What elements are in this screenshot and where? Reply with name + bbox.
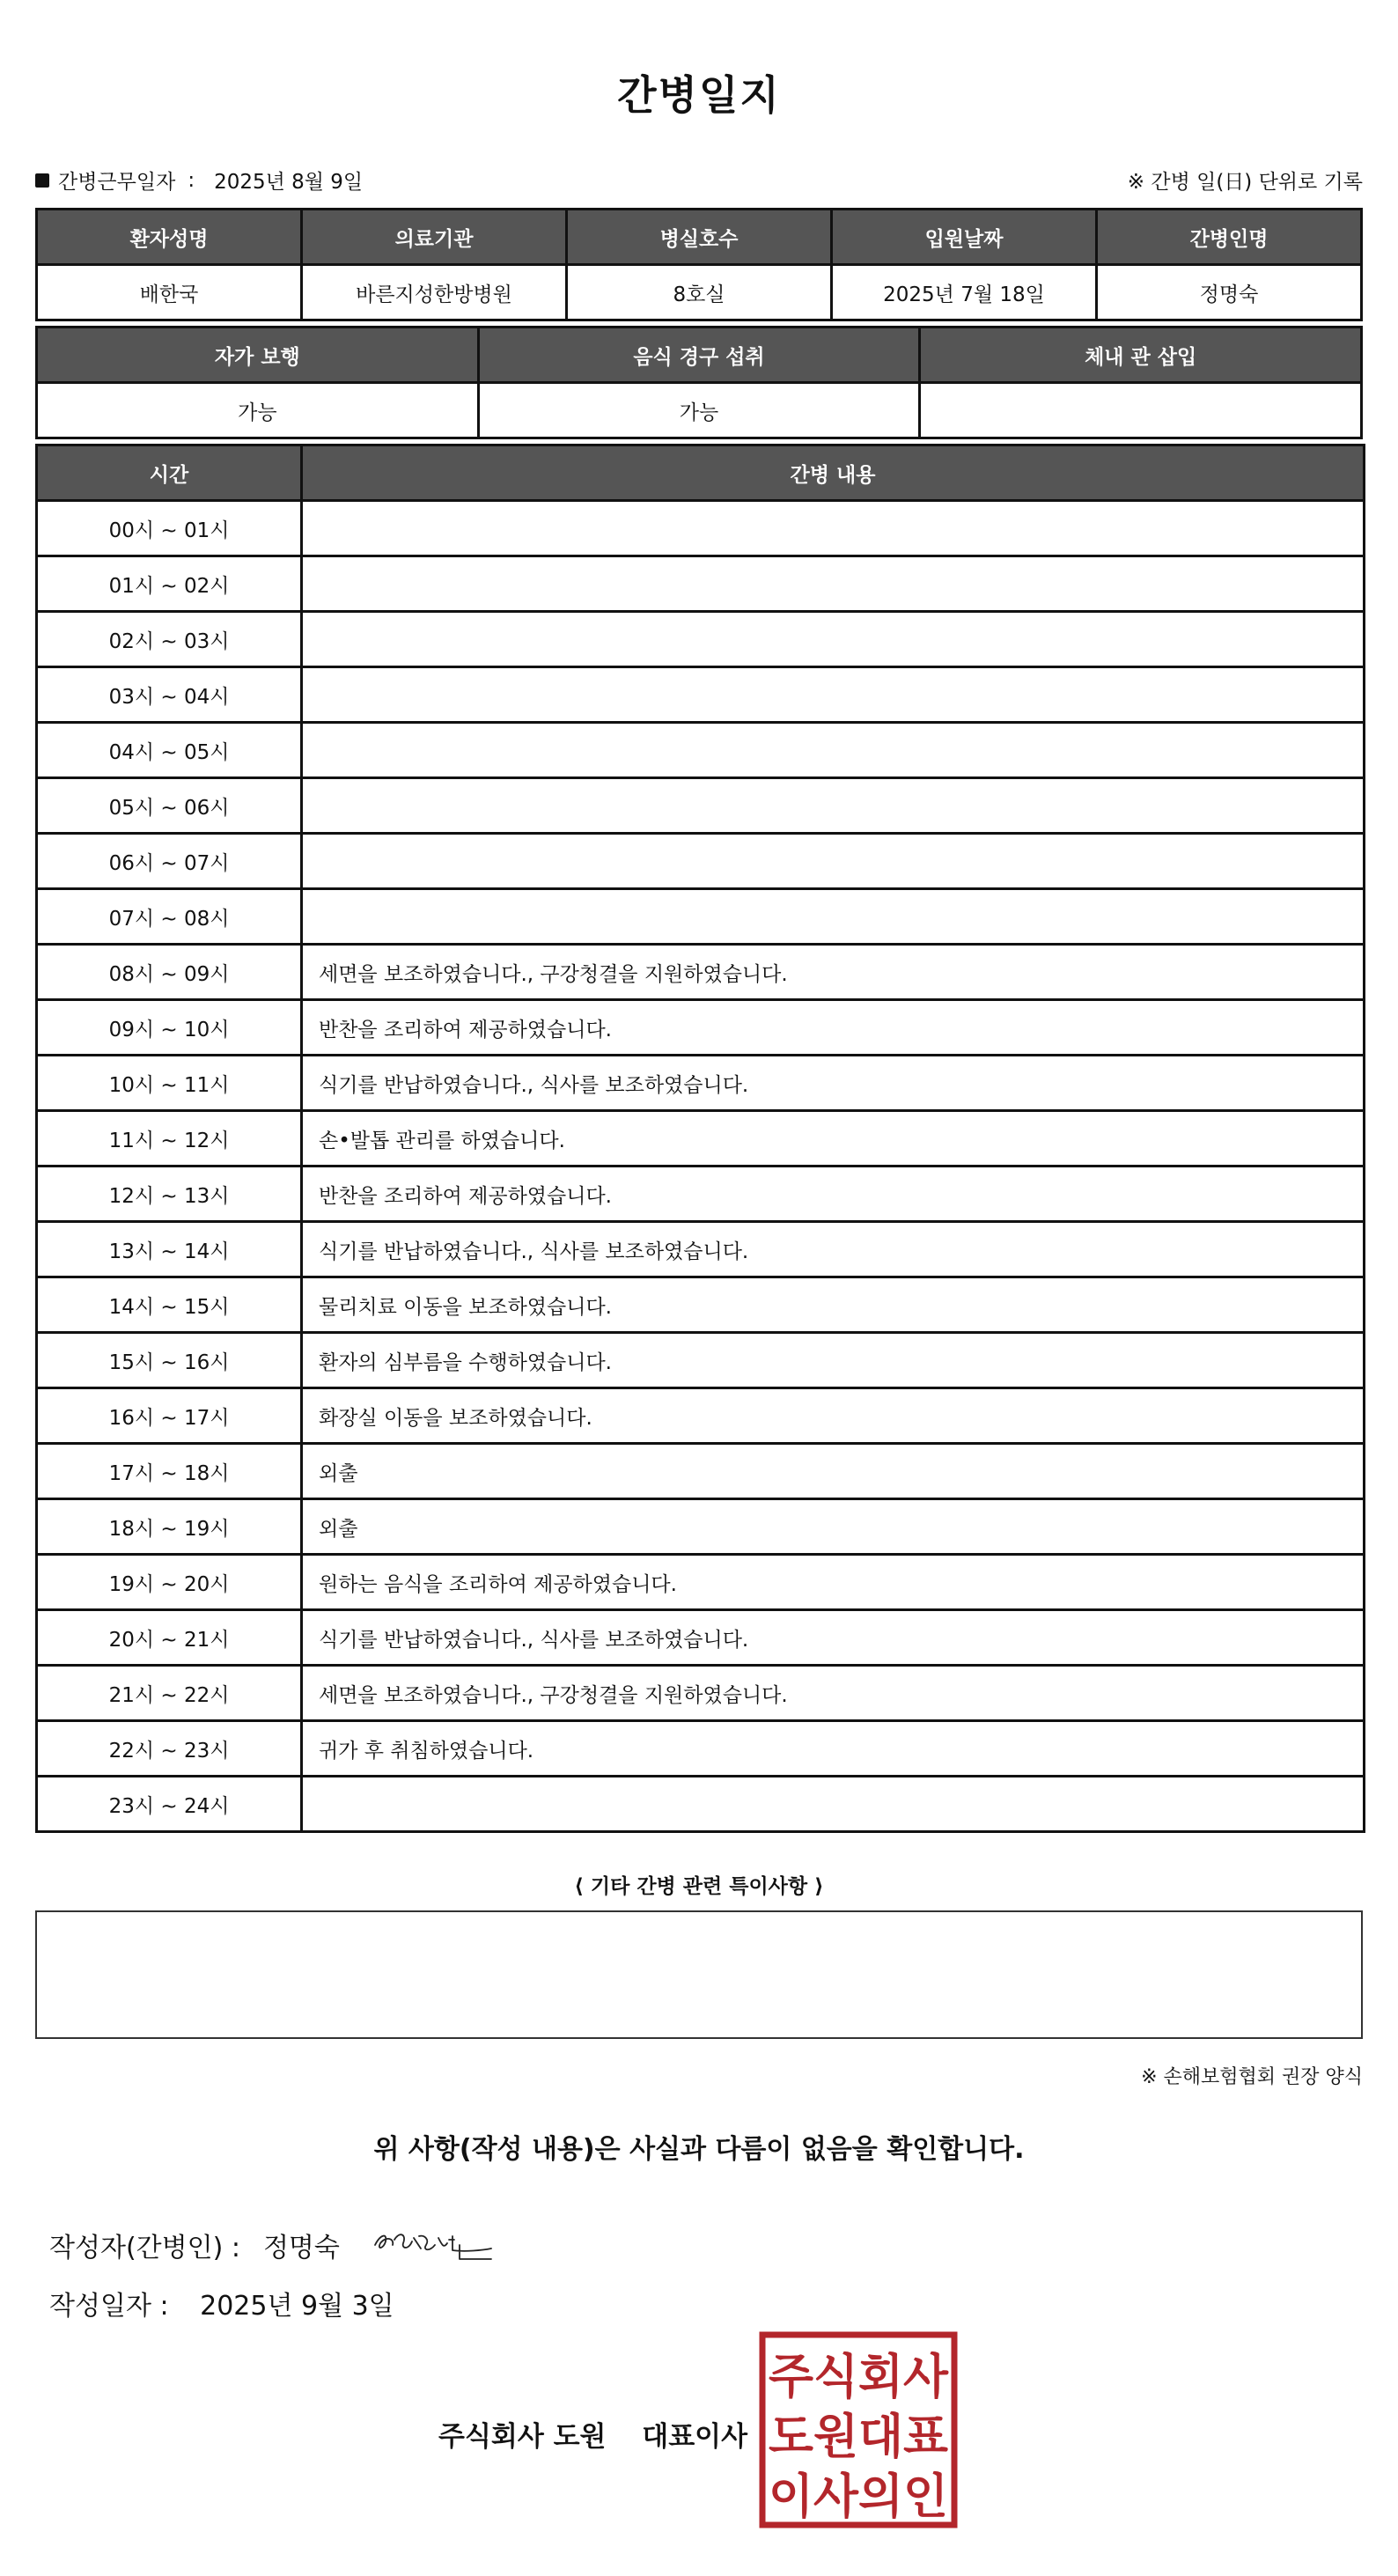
work-date-line — [35, 166, 363, 195]
care-log-content: 귀가 후 취침하였습니다. — [302, 1721, 1365, 1777]
care-log-time: 00시 ~ 01시 — [37, 501, 302, 556]
care-log-time: 13시 ~ 14시 — [37, 1222, 302, 1277]
care-log-content: 식기를 반납하였습니다., 식사를 보조하였습니다. — [302, 1222, 1365, 1277]
care-log-time: 07시 ~ 08시 — [37, 889, 302, 945]
care-log-row — [37, 1056, 1365, 1111]
care-log-time: 01시 ~ 02시 — [37, 556, 302, 612]
care-log-time: 02시 ~ 03시 — [37, 612, 302, 667]
care-log-content: 반찬을 조리하여 제공하였습니다. — [302, 1000, 1365, 1056]
caregiver-name: 정명숙 — [1097, 265, 1362, 320]
care-log-time: 03시 ~ 04시 — [37, 667, 302, 723]
care-log-content — [302, 556, 1365, 612]
care-log-content: 화장실 이동을 보조하였습니다. — [302, 1388, 1365, 1444]
header-room-number: 병실호수 — [567, 210, 832, 265]
care-log-row — [37, 834, 1365, 889]
care-log-row — [37, 1111, 1365, 1167]
written-date-line — [49, 2284, 394, 2322]
care-log-row — [37, 1444, 1365, 1499]
care-log-content — [302, 834, 1365, 889]
care-log-content: 원하는 음식을 조리하여 제공하였습니다. — [302, 1555, 1365, 1610]
care-log-row — [37, 1222, 1365, 1277]
care-log-time: 19시 ~ 20시 — [37, 1555, 302, 1610]
work-date-separator: : — [188, 168, 195, 192]
care-log-content — [302, 723, 1365, 778]
patient-status-header-row — [37, 328, 1362, 383]
patient-name: 배한국 — [37, 265, 302, 320]
care-log-time: 16시 ~ 17시 — [37, 1388, 302, 1444]
written-date-value: 2025년 9월 3일 — [200, 2291, 394, 2322]
care-log-content: 식기를 반납하였습니다., 식사를 보조하였습니다. — [302, 1056, 1365, 1111]
care-log-row — [37, 889, 1365, 945]
care-log-content: 환자의 심부름을 수행하였습니다. — [302, 1333, 1365, 1388]
work-date-value: 2025년 8월 9일 — [214, 171, 364, 194]
confirmation-statement: 위 사항(작성 내용)은 사실과 다름이 없음을 확인합니다. — [373, 2134, 1025, 2165]
care-log-content — [302, 778, 1365, 834]
patient-status-value-row — [37, 383, 1362, 438]
care-log-time: 08시 ~ 09시 — [37, 945, 302, 1000]
company-line — [438, 2414, 747, 2454]
writer-line — [49, 2219, 500, 2271]
medical-institution: 바른지성한방병원 — [302, 265, 567, 320]
writer-name: 정명숙 — [262, 2233, 340, 2263]
care-log-time: 15시 ~ 16시 — [37, 1333, 302, 1388]
care-log-time: 12시 ~ 13시 — [37, 1167, 302, 1222]
care-log-row — [37, 1555, 1365, 1610]
header-care-content: 간병 내용 — [302, 445, 1365, 501]
form-source-note: ※ 손해보험협회 권장 양식 — [1141, 2066, 1363, 2088]
care-log-time: 04시 ~ 05시 — [37, 723, 302, 778]
care-log-time: 22시 ~ 23시 — [37, 1721, 302, 1777]
svg-text:이사의인: 이사의인 — [769, 2469, 948, 2524]
care-log-content: 식기를 반납하였습니다., 식사를 보조하였습니다. — [302, 1610, 1365, 1666]
care-log-row — [37, 1610, 1365, 1666]
care-log-content — [302, 889, 1365, 945]
care-log-time: 10시 ~ 11시 — [37, 1056, 302, 1111]
care-log-content: 물리치료 이동을 보조하였습니다. — [302, 1277, 1365, 1333]
care-log-time: 06시 ~ 07시 — [37, 834, 302, 889]
care-log-content: 반찬을 조리하여 제공하였습니다. — [302, 1167, 1365, 1222]
work-date-label: 간병근무일자 — [58, 171, 176, 194]
care-log-row — [37, 723, 1365, 778]
header-medical-institution: 의료기관 — [302, 210, 567, 265]
care-log-row — [37, 1777, 1365, 1832]
notes-title: ⟨ 기타 간병 관련 특이사항 ⟩ — [574, 1875, 824, 1898]
care-log-row — [37, 778, 1365, 834]
care-log-time: 17시 ~ 18시 — [37, 1444, 302, 1499]
care-log-content — [302, 612, 1365, 667]
svg-text:주식회사: 주식회사 — [769, 2349, 949, 2404]
self-walking-value: 가능 — [37, 383, 479, 438]
header-tube-insertion: 체내 관 삽입 — [920, 328, 1362, 383]
care-log-row — [37, 1333, 1365, 1388]
written-date-label: 작성일자 : — [49, 2291, 169, 2322]
handwritten-signature — [368, 2219, 500, 2271]
care-log-row — [37, 556, 1365, 612]
document-title: 간병일지 — [617, 71, 781, 119]
header-patient-name: 환자성명 — [37, 210, 302, 265]
care-log-time: 09시 ~ 10시 — [37, 1000, 302, 1056]
company-name: 주식회사 도원 — [438, 2421, 607, 2453]
oral-intake-value: 가능 — [478, 383, 920, 438]
header-self-walking: 자가 보행 — [37, 328, 479, 383]
care-log-row — [37, 1666, 1365, 1721]
hourly-care-log-table — [35, 444, 1365, 1833]
care-log-row — [37, 1721, 1365, 1777]
care-log-time: 20시 ~ 21시 — [37, 1610, 302, 1666]
care-log-row — [37, 945, 1365, 1000]
care-log-content: 외출 — [302, 1444, 1365, 1499]
header-time: 시간 — [37, 445, 302, 501]
patient-info-table — [35, 208, 1363, 321]
header-caregiver-name: 간병인명 — [1097, 210, 1362, 265]
company-seal-stamp — [759, 2331, 958, 2528]
care-log-row — [37, 1388, 1365, 1444]
care-log-row — [37, 1277, 1365, 1333]
patient-info-value-row — [37, 265, 1362, 320]
care-log-time: 14시 ~ 15시 — [37, 1277, 302, 1333]
tube-insertion-value — [920, 383, 1362, 438]
svg-text:도원대표: 도원대표 — [769, 2409, 948, 2464]
care-log-header-row — [37, 445, 1365, 501]
care-log-content: 세면을 보조하였습니다., 구강청결을 지원하였습니다. — [302, 1666, 1365, 1721]
patient-status-table — [35, 326, 1363, 439]
header-oral-intake: 음식 경구 섭취 — [478, 328, 920, 383]
care-log-content: 세면을 보조하였습니다., 구강청결을 지원하였습니다. — [302, 945, 1365, 1000]
writer-label: 작성자(간병인) : — [49, 2233, 240, 2263]
admission-date: 2025년 7월 18일 — [832, 265, 1097, 320]
care-log-content — [302, 667, 1365, 723]
care-log-content — [302, 501, 1365, 556]
care-log-time: 18시 ~ 19시 — [37, 1499, 302, 1555]
care-log-time: 11시 ~ 12시 — [37, 1111, 302, 1167]
header-admission-date: 입원날짜 — [832, 210, 1097, 265]
square-bullet-icon — [35, 173, 49, 188]
daily-unit-note: ※ 간병 일(日) 단위로 기록 — [1127, 171, 1363, 194]
notes-box — [35, 1910, 1363, 2039]
care-log-content: 손•발톱 관리를 하였습니다. — [302, 1111, 1365, 1167]
care-log-row — [37, 1000, 1365, 1056]
care-log-time: 05시 ~ 06시 — [37, 778, 302, 834]
care-log-row — [37, 667, 1365, 723]
care-log-content — [302, 1777, 1365, 1832]
room-number: 8호실 — [567, 265, 832, 320]
care-log-content: 외출 — [302, 1499, 1365, 1555]
representative-title: 대표이사 — [642, 2421, 748, 2453]
care-log-row — [37, 1499, 1365, 1555]
care-log-row — [37, 1167, 1365, 1222]
patient-info-header-row — [37, 210, 1362, 265]
care-log-time: 21시 ~ 22시 — [37, 1666, 302, 1721]
care-log-body — [37, 501, 1365, 1832]
care-log-time: 23시 ~ 24시 — [37, 1777, 302, 1832]
care-log-row — [37, 501, 1365, 556]
care-log-row — [37, 612, 1365, 667]
